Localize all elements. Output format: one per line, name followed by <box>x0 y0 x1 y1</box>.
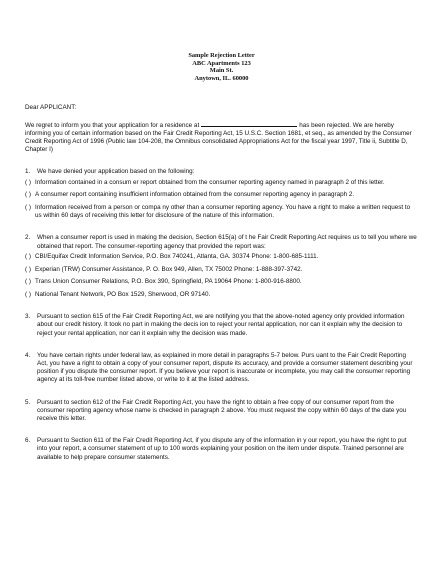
checkbox-marker: ( ) <box>25 290 31 298</box>
option-text: A consumer report containing insufficient information obtained from the consumer reporting agency in paragraph 2. <box>35 191 355 199</box>
checkbox-marker: ( ) <box>25 265 31 273</box>
list-item <box>25 234 418 299</box>
option-text: Experian (TRW) Consumer Assistance, P. O. Box 949, Allen, TX 75002 Phone: 1-888-397-3742. <box>35 265 303 273</box>
letter-title: Sample Rejection Letter <box>188 52 255 59</box>
option-row <box>25 266 418 274</box>
item-text: Pursuant to section 612 of the Fair Credit Reporting Act, you have the right to obtain a free copy of our consumer report from the consumer reporting agency whose name is checked in paragraph 2 above. You must request the copy within 60 days of the date you receive this letter. <box>37 398 407 422</box>
checkbox-marker: ( ) <box>25 178 31 186</box>
item-number: 6. <box>25 437 31 445</box>
intro-text-1: We regret to inform you that your application for a residence at <box>25 121 200 129</box>
option-row <box>25 253 418 261</box>
option-text: Information received from a person or compa ny other than a consumer reporting agency. You have a right to make a written request to us within 60 days of receiving this letter for disclosure of the nature of this information. <box>35 204 411 220</box>
letter-header <box>25 52 418 82</box>
option-text: Information contained in a consum er report obtained from the consumer reporting agency named in paragraph 2 of this letter. <box>35 178 385 186</box>
checkbox-marker: ( ) <box>25 191 31 199</box>
checkbox-marker: ( ) <box>25 252 31 260</box>
item-text: Pursuant to Section 611 of the Fair Credit Reporting Act, if you dispute any of the information in y our report, you have the right to put into your report, a consumer statement of up to 100 words explaining your position on the item under dispute. Trained personnel are available to help prepare consumer statements. <box>37 437 407 461</box>
list-item <box>25 313 418 338</box>
list-item <box>25 399 418 424</box>
item-text: You have certain rights under federal law, as explained in more detail in paragraphs 5-7 below. Purs uant to the Fair Credit Reporting Act, you have a right to obtain a copy of your consumer report, dispute its accuracy, and provide a consumer statement describing your position if you dispute the consumer report. If you believe your report is inaccurate or incomplete, you may call the consumer reporting agency at its toll-free number listed above, or write to it at the listed address. <box>37 351 413 384</box>
item-text: We have denied your application based on the following: <box>37 168 195 176</box>
list-item <box>25 352 418 385</box>
company-street: Main St. <box>209 67 234 75</box>
option-row <box>25 179 418 187</box>
item-number: 1. <box>25 168 31 176</box>
list-item <box>25 168 418 220</box>
company-city: Anytown, IL. 60000 <box>194 74 249 82</box>
checkbox-marker: ( ) <box>25 204 31 211</box>
option-text: CBI/Equifax Credit Information Service, P.O. Box 740241, Atlanta, GA. 30374 Phone: 1-800-685-1111. <box>35 252 319 260</box>
item-number: 3. <box>25 313 31 321</box>
salutation: Dear APPLICANT: <box>25 104 77 112</box>
option-row <box>25 204 418 220</box>
option-row <box>25 191 418 199</box>
option-text: Trans Union Consumer Relations, P.O. Box 390, Springfield, PA 19064 Phone: 1-800-916-8800. <box>35 278 302 286</box>
address-blank-line <box>201 121 297 127</box>
item-number: 2. <box>25 234 31 242</box>
item-text: Pursuant to section 615 of the Fair Credit Reporting Act, we are notifying you that the above-noted agency only provided information about our credit history. It took no part in making the decis ion to reject your rental application, nor can it explain why the decision to reject your rental application, nor can it explain why the decision was made. <box>37 313 405 337</box>
list-item <box>25 437 418 462</box>
checkbox-marker: ( ) <box>25 278 31 286</box>
item-number: 5. <box>25 398 31 406</box>
option-text: National Tenant Network, PO Box 1529, Sherwood, OR 97140. <box>35 290 211 298</box>
intro-paragraph <box>25 121 418 155</box>
item-number: 4. <box>25 351 31 359</box>
intro-text-2: has been rejected. We are hereby informing you of certain information based on the Fair Credit Reporting Act, 15 U.S.C. Section 1681, et seq., as amended by the Consumer Credit Reporting Act of 1996 (Public law 104-208, the Omnibus consolidated Appropriations Act for the fiscal year 1997, Title ii, Subtitle D, Chapter I) <box>25 121 412 154</box>
option-row <box>25 278 418 286</box>
item-text: When a consumer report is used in making the decision, Section 615(a) of t he Fair Credit Reporting Act requires us to tell you where we obtained that report. The consumer-reporting agency that provided the report was: <box>37 234 417 250</box>
option-row <box>25 291 418 299</box>
company-name: ABC Apartments 123 <box>192 59 251 67</box>
